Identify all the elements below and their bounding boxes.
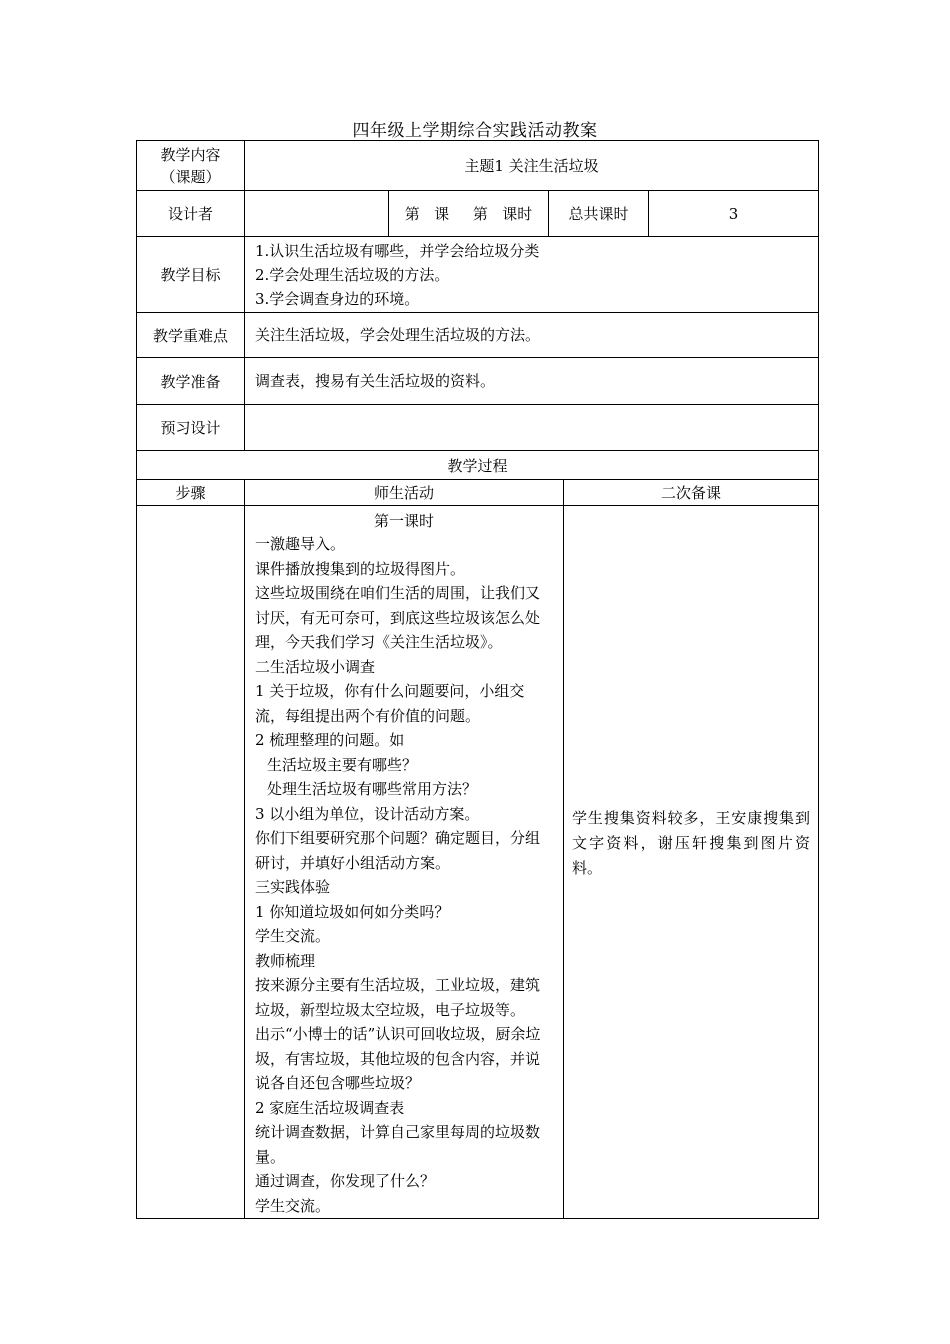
notes-cell: 学生搜集资料较多，王安康搜集到文字资料，谢压轩搜集到图片资料。 [564,506,819,1219]
topic-label-line2: （课题） [160,167,221,186]
goal-item: 1.认识生活垃圾有哪些，并学会给垃圾分类 [255,241,540,260]
activity-line: 3 以小组为单位，设计活动方案。 [255,804,480,823]
activity-line: 生活垃圾主要有哪些？ [267,755,418,774]
row-process-heading [137,451,819,480]
total-hours-label: 总共课时 [549,191,649,237]
row-goals [137,237,819,313]
activity-line: 一激趣导入。 [255,535,346,553]
topic-value: 主题1 关注生活垃圾 [245,141,819,191]
activity-line: 按来源分主要有生活垃圾，工业垃圾，建筑垃圾，新型垃圾太空垃圾，电子垃圾等。 [255,976,541,1019]
activity-line: 学生交流。 [255,1196,331,1215]
preview-value [245,405,819,451]
activity-line: 2 梳理整理的问题。如 [255,731,405,749]
col-steps-header: 步骤 [137,480,245,506]
total-hours-value: 3 [649,191,819,237]
goals-value [245,237,819,313]
lesson-title: 第一课时 [373,512,434,530]
activity-line: 1 关于垃圾，你有什么问题要问，小组交流，每组提出两个有价值的问题。 [255,682,525,725]
activity-cell [245,506,564,1219]
steps-cell [137,506,245,1219]
activity-line: 二生活垃圾小调查 [255,657,376,676]
col-notes-header: 二次备课 [564,480,819,506]
activity-line: 处理生活垃圾有哪些常用方法？ [267,780,478,798]
key-points-label: 教学重难点 [137,313,245,358]
activity-line: 出示“小博士的话”认识可回收垃圾，厨余垃圾，有害垃圾，其他垃圾的包含内容，并说说各自还包含哪些垃圾？ [255,1025,541,1092]
activity-line: 你们下组要研究那个问题？确定题目，分组研讨，并填好小组活动方案。 [255,829,541,872]
activity-line: 课件播放搜集到的垃圾得图片。 [255,559,466,578]
activity-line: 三实践体验 [255,878,331,896]
lesson-plan-table [136,140,819,1219]
period-label: 第 课 第 课时 [389,191,549,237]
activity-line: 教师梳理 [255,951,316,970]
preview-label: 预习设计 [137,405,245,451]
designer-label: 设计者 [137,191,245,237]
goals-label: 教学目标 [137,237,245,313]
row-designer [137,191,819,237]
row-key-points [137,313,819,358]
activity-line: 1 你知道垃圾如何如分类吗？ [255,902,450,921]
document-title: 四年级上学期综合实践活动教案 [352,121,598,141]
key-points-value: 关注生活垃圾，学会处理生活垃圾的方法。 [245,313,819,358]
topic-label [137,141,245,191]
preparation-value: 调查表，搜易有关生活垃圾的资料。 [245,358,819,405]
activity-line: 通过调查，你发现了什么？ [255,1172,436,1190]
designer-value [245,191,389,237]
process-heading: 教学过程 [137,451,819,480]
activity-line: 学生交流。 [255,927,331,945]
topic-label-line1: 教学内容 [160,145,221,164]
preparation-label: 教学准备 [137,358,245,405]
row-process-body [137,506,819,1219]
goal-item: 2.学会处理生活垃圾的方法。 [255,265,450,284]
col-activity-header: 师生活动 [245,480,564,506]
goal-item: 3.学会调查身边的环境。 [255,289,420,308]
row-preview [137,405,819,451]
row-preparation [137,358,819,405]
activity-line: 这些垃圾围绕在咱们生活的周围，让我们又讨厌，有无可奈可，到底这些垃圾该怎么处理，今天我们学习《关注生活垃圾》。 [255,584,541,651]
activity-line: 统计调查数据，计算自己家里每周的垃圾数量。 [255,1123,541,1166]
activity-line: 2 家庭生活垃圾调查表 [255,1098,405,1117]
row-process-columns [137,480,819,506]
row-topic [137,141,819,191]
